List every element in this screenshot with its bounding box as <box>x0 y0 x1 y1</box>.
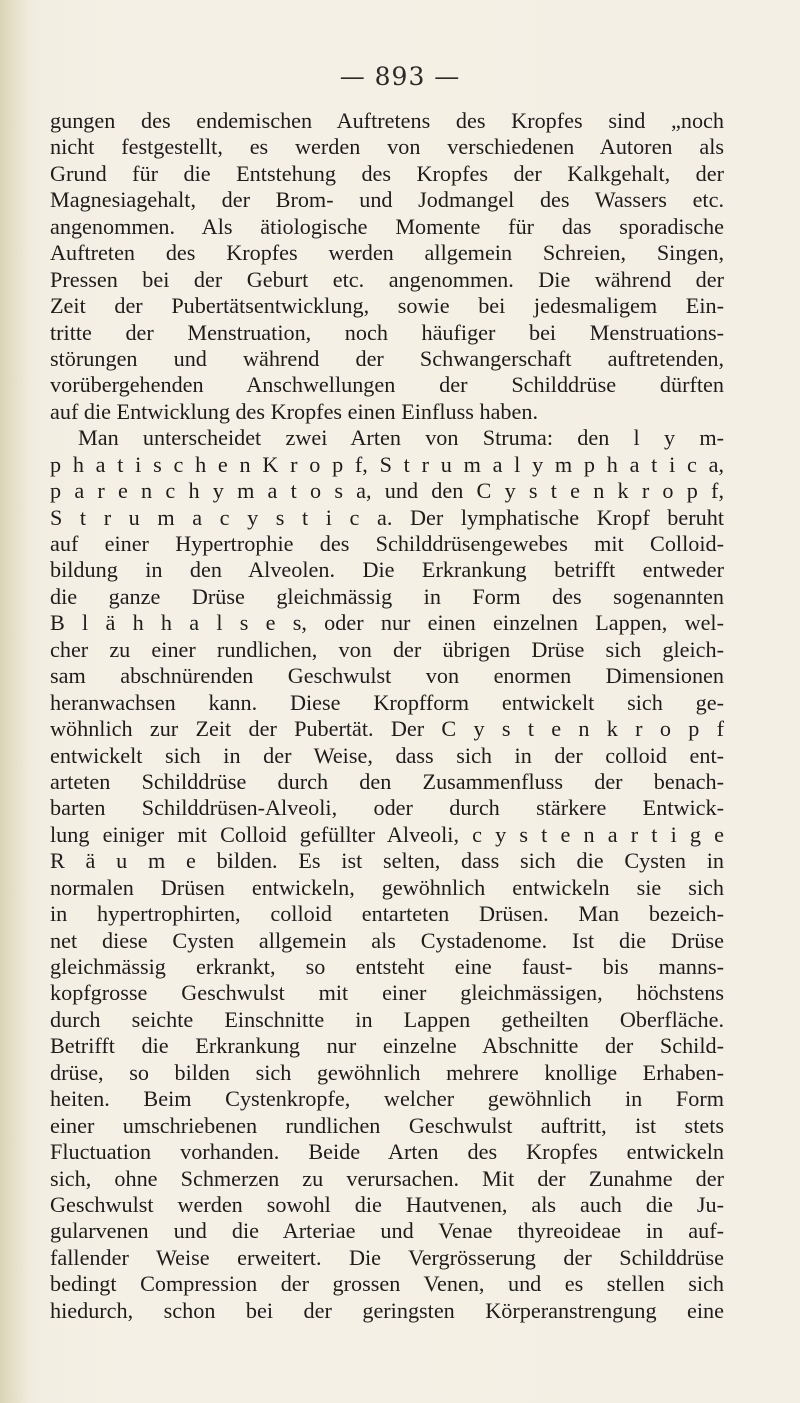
text-line: gungen des endemischen Auftretens des Kropfes sind „noch <box>50 108 724 133</box>
text-line: tritte der Menstruation, noch häufiger bei Menstruations- <box>50 319 724 345</box>
text-line: arteten Schilddrüse durch den Zusammenfluss der benach- <box>50 768 724 794</box>
text-line: Betrifft die Erkrankung nur einzelne Abschnitte der Schild- <box>50 1033 724 1059</box>
page-number: — 893 — <box>339 62 461 91</box>
text-line: auf die Entwicklung des Kropfes einen Einfluss haben. <box>50 398 538 424</box>
text-line: p h a t i s c h e n K r o p f, S t r u m a l y m p h a t i c a, <box>50 451 724 477</box>
text-line: heranwachsen kann. Diese Kropfform entwickelt sich ge- <box>50 689 724 715</box>
text-line: Grund für die Entstehung des Kropfes der Kalkgehalt, der <box>50 160 724 186</box>
text-line: gleichmässig erkrankt, so entsteht eine faust- bis manns- <box>50 954 724 979</box>
text-line: Man unterscheidet zwei Arten von Struma: den l y m- <box>78 425 724 451</box>
text-line: auf einer Hypertrophie des Schilddrüsengewebes mit Colloid- <box>50 531 724 556</box>
text-line: Auftreten des Kropfes werden allgemein Schreien, Singen, <box>50 240 724 266</box>
text-line: durch seichte Einschnitte in Lappen getheilten Oberfläche. <box>50 1006 724 1032</box>
text-line: R ä u m e bilden. Es ist selten, dass sich die Cysten in <box>50 848 724 874</box>
text-line: fallender Weise erweitert. Die Vergrösserung der Schilddrüse <box>50 1244 724 1270</box>
text-line: sich, ohne Schmerzen zu verursachen. Mit der Zunahme der <box>50 1165 724 1191</box>
page-binding-shadow <box>0 0 26 1403</box>
text-line: nicht festgestellt, es werden von verschiedenen Autoren als <box>50 134 724 160</box>
text-line: net diese Cysten allgemein als Cystadenome. Ist die Drüse <box>50 927 724 953</box>
text-line: hiedurch, schon bei der geringsten Körperanstrengung eine <box>50 1297 724 1323</box>
text-line: normalen Drüsen entwickeln, gewöhnlich entwickeln sie sich <box>50 874 724 900</box>
text-line: einer umschriebenen rundlichen Geschwulst auftritt, ist stets <box>50 1112 724 1138</box>
text-line: Magnesiagehalt, der Brom- und Jodmangel des Wassers etc. <box>50 187 724 213</box>
text-line: lung einiger mit Colloid gefüllter Alveoli, c y s t e n a r t i g e <box>50 821 724 847</box>
text-line: Geschwulst werden sowohl die Hautvenen, als auch die Ju- <box>50 1191 724 1217</box>
text-line: Pressen bei der Geburt etc. angenommen. Die während der <box>50 266 724 292</box>
text-line: störungen und während der Schwangerschaft auftretenden, <box>50 345 724 371</box>
text-line: barten Schilddrüsen-Alveoli, oder durch stärkere Entwick- <box>50 795 724 821</box>
text-line: in hypertrophirten, colloid entarteten Drüsen. Man bezeich- <box>50 901 724 927</box>
text-line: wöhnlich zur Zeit der Pubertät. Der C y s t e n k r o p f <box>50 716 724 742</box>
text-line: S t r u m a c y s t i c a. Der lymphatische Kropf beruht <box>50 504 724 530</box>
text-line: entwickelt sich in der Weise, dass sich in der colloid ent- <box>50 742 724 768</box>
text-line: bedingt Compression der grossen Venen, und es stellen sich <box>50 1271 724 1297</box>
text-line: bildung in den Alveolen. Die Erkrankung betrifft entweder <box>50 557 724 583</box>
text-line: heiten. Beim Cystenkropfe, welcher gewöhnlich in Form <box>50 1086 724 1112</box>
body-text <box>50 108 724 1324</box>
text-line: kopfgrosse Geschwulst mit einer gleichmässigen, höchstens <box>50 980 724 1006</box>
text-line: sam abschnürenden Geschwulst von enormen Dimensionen <box>50 663 724 689</box>
text-line: Fluctuation vorhanden. Beide Arten des Kropfes entwickeln <box>50 1139 724 1165</box>
text-line: p a r e n c h y m a t o s a, und den C y s t e n k r o p f, <box>50 478 724 504</box>
text-line: B l ä h h a l s e s, oder nur einen einzelnen Lappen, wel- <box>50 610 724 636</box>
text-line: angenommen. Als ätiologische Momente für das sporadische <box>50 213 724 239</box>
text-line: vorübergehenden Anschwellungen der Schilddrüse dürften <box>50 372 724 398</box>
text-line: gularvenen und die Arteriae und Venae thyreoideae in auf- <box>50 1218 724 1244</box>
text-line: drüse, so bilden sich gewöhnlich mehrere knollige Erhaben- <box>50 1059 724 1085</box>
text-line: Zeit der Pubertätsentwicklung, sowie bei jedesmaligem Ein- <box>50 293 724 319</box>
text-line: die ganze Drüse gleichmässig in Form des sogenannten <box>50 583 724 609</box>
text-line: cher zu einer rundlichen, von der übrigen Drüse sich gleich- <box>50 636 724 662</box>
